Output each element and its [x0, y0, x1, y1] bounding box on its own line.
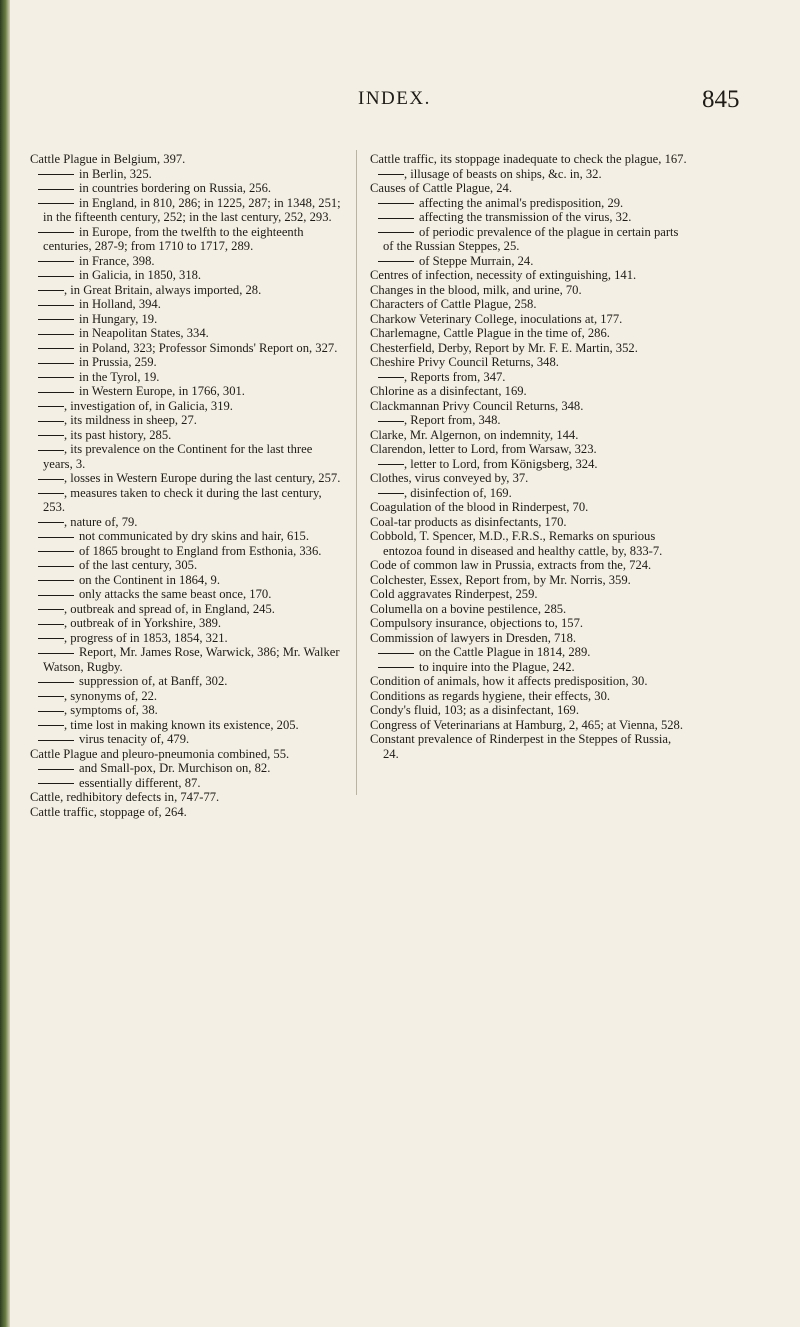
index-subentry	[30, 515, 342, 530]
entry-text: of periodic prevalence of the plague in certain parts of the Russian Steppes, 25.	[383, 224, 679, 253]
entry-text: in Prussia, 259.	[79, 355, 157, 369]
entry-text: and Small-pox, Dr. Murchison on, 82.	[79, 761, 271, 775]
index-entry	[370, 181, 688, 196]
index-entry	[370, 297, 688, 312]
entry-text: Condy's fluid, 103; as a disinfectant, 169.	[370, 703, 579, 717]
entry-text: , illusage of beasts on ships, &c. in, 32.	[404, 166, 602, 181]
entry-text: Cattle Plague and pleuro-pneumonia combined, 55.	[30, 746, 290, 761]
index-entry	[370, 268, 688, 283]
index-subentry	[370, 370, 688, 385]
index-column-right	[370, 152, 688, 761]
ditto-rule	[378, 421, 404, 422]
entry-text: in Galicia, in 1850, 318.	[79, 268, 202, 282]
index-entry	[370, 587, 688, 602]
entry-text: , losses in Western Europe during the last century, 257.	[64, 471, 341, 485]
index-subentry	[370, 486, 688, 501]
ditto-rule	[38, 290, 64, 291]
entry-text: suppression of, at Banff, 302.	[79, 674, 228, 688]
entry-text: Clackmannan Privy Council Returns, 348.	[370, 398, 584, 413]
index-subentry	[370, 660, 688, 675]
entry-text: , investigation of, in Galicia, 319.	[64, 398, 233, 413]
index-subentry	[30, 587, 342, 602]
page-number: 845	[702, 86, 740, 113]
entry-text: Commission of lawyers in Dresden, 718.	[370, 630, 577, 645]
entry-text: Cattle traffic, its stoppage inadequate to check the plague, 167.	[370, 152, 687, 166]
index-subentry	[30, 486, 342, 515]
ditto-rule	[38, 406, 64, 407]
index-entry	[370, 312, 688, 327]
index-subentry	[30, 355, 342, 370]
index-subentry	[30, 384, 342, 399]
ditto-rule	[38, 334, 74, 335]
running-title: INDEX.	[358, 88, 431, 109]
ditto-rule	[38, 189, 74, 190]
entry-text: in the Tyrol, 19.	[79, 369, 160, 384]
ditto-rule	[38, 261, 74, 262]
ditto-rule	[38, 537, 74, 538]
entry-text: Cattle Plague in Belgium, 397.	[30, 152, 186, 166]
ditto-rule	[38, 522, 64, 523]
index-column-left	[30, 152, 342, 819]
index-subentry	[30, 732, 342, 747]
index-subentry	[370, 210, 688, 225]
entry-text: only attacks the same beast once, 170.	[79, 587, 272, 601]
index-subentry	[30, 602, 342, 617]
entry-text: Coal-tar products as disinfectants, 170.	[370, 514, 567, 529]
ditto-rule	[38, 783, 74, 784]
entry-text: Compulsory insurance, objections to, 157.	[370, 616, 584, 630]
entry-text: , time lost in making known its existence, 205.	[64, 717, 299, 732]
ditto-rule	[38, 609, 64, 610]
entry-text: Centres of infection, necessity of extinguishing, 141.	[370, 268, 637, 282]
index-entry	[370, 283, 688, 298]
index-subentry	[370, 645, 688, 660]
ditto-rule	[38, 551, 74, 552]
ditto-rule	[378, 261, 414, 262]
index-subentry	[30, 283, 342, 298]
index-subentry	[30, 399, 342, 414]
entry-text: on the Continent in 1864, 9.	[79, 572, 220, 587]
entry-text: , its prevalence on the Continent for the last three years, 3.	[43, 442, 313, 471]
index-subentry	[30, 268, 342, 283]
entry-text: of Steppe Murrain, 24.	[419, 253, 534, 268]
entry-text: , nature of, 79.	[64, 514, 138, 529]
entry-text: Constant prevalence of Rinderpest in the Steppes of Russia, 24.	[370, 732, 672, 761]
index-entry	[30, 790, 342, 805]
entry-text: , Reports from, 347.	[404, 369, 506, 384]
entry-text: Clarke, Mr. Algernon, on indemnity, 144.	[370, 427, 579, 442]
entry-text: Cattle, redhibitory defects in, 747-77.	[30, 790, 220, 804]
entry-text: , outbreak and spread of, in England, 245.	[64, 601, 275, 616]
index-subentry	[30, 428, 342, 443]
index-entry	[30, 152, 342, 167]
entry-text: in Europe, from the twelfth to the eighteenth centuries, 287-9; from 1710 to 1717, 289.	[43, 224, 304, 253]
index-subentry	[30, 312, 342, 327]
index-entry	[370, 471, 688, 486]
ditto-rule	[38, 203, 74, 204]
entry-text: in Poland, 323; Professor Simonds' Report on, 327.	[79, 340, 338, 355]
index-subentry	[30, 573, 342, 588]
index-subentry	[370, 167, 688, 182]
entry-text: affecting the transmission of the virus, 32.	[419, 210, 632, 224]
entry-text: Clothes, virus conveyed by, 37.	[370, 471, 529, 485]
index-entry	[370, 558, 688, 573]
page-header	[0, 86, 800, 116]
entry-text: in Holland, 394.	[79, 297, 161, 311]
ditto-rule	[38, 595, 74, 596]
entry-text: Condition of animals, how it affects predisposition, 30.	[370, 674, 648, 688]
ditto-rule	[38, 493, 64, 494]
index-subentry	[30, 225, 342, 254]
index-entry	[370, 602, 688, 617]
index-entry	[370, 428, 688, 443]
entry-text: , letter to Lord, from Königsberg, 324.	[404, 456, 598, 471]
entry-text: , in Great Britain, always imported, 28.	[64, 282, 262, 297]
entry-text: not communicated by dry skins and hair, 615.	[79, 529, 309, 543]
index-subentry	[30, 776, 342, 791]
entry-text: Chlorine as a disinfectant, 169.	[370, 384, 527, 398]
ditto-rule	[378, 218, 414, 219]
ditto-rule	[38, 580, 74, 581]
index-subentry	[30, 297, 342, 312]
ditto-rule	[378, 493, 404, 494]
ditto-rule	[378, 174, 404, 175]
index-entry	[370, 341, 688, 356]
entry-text: , progress of in 1853, 1854, 321.	[64, 630, 228, 645]
entry-text: , symptoms of, 38.	[64, 703, 158, 717]
ditto-rule	[38, 769, 74, 770]
index-subentry	[30, 631, 342, 646]
ditto-rule	[378, 653, 414, 654]
entry-text: Columella on a bovine pestilence, 285.	[370, 601, 567, 616]
entry-text: Report, Mr. James Rose, Warwick, 386; Mr. Walker Watson, Rugby.	[43, 645, 340, 674]
index-entry	[370, 384, 688, 399]
entry-text: Colchester, Essex, Report from, by Mr. Norris, 359.	[370, 572, 631, 587]
index-subentry	[370, 225, 688, 254]
ditto-rule	[38, 479, 64, 480]
entry-text: on the Cattle Plague in 1814, 289.	[419, 645, 591, 659]
index-entry	[370, 529, 688, 558]
index-entry	[370, 515, 688, 530]
index-subentry	[30, 442, 342, 471]
entry-text: affecting the animal's predisposition, 29.	[419, 195, 624, 210]
entry-text: Congress of Veterinarians at Hamburg, 2, 465; at Vienna, 528.	[370, 717, 683, 732]
ditto-rule	[378, 464, 404, 465]
ditto-rule	[38, 421, 64, 422]
index-subentry	[30, 645, 342, 674]
index-subentry	[30, 181, 342, 196]
index-subentry	[370, 254, 688, 269]
index-subentry	[30, 167, 342, 182]
index-subentry	[30, 471, 342, 486]
entry-text: in countries bordering on Russia, 256.	[79, 181, 272, 195]
index-subentry	[30, 616, 342, 631]
entry-text: Cobbold, T. Spencer, M.D., F.R.S., Remarks on spurious entozoa found in diseased and healthy cattle, by, 833-7.	[370, 529, 663, 558]
entry-text: in Western Europe, in 1766, 301.	[79, 384, 245, 398]
ditto-rule	[38, 711, 64, 712]
ditto-rule	[38, 725, 64, 726]
entry-text: Cold aggravates Rinderpest, 259.	[370, 587, 538, 601]
entry-text: in Berlin, 325.	[79, 166, 152, 181]
entry-text: in Neapolitan States, 334.	[79, 326, 209, 340]
entry-text: Causes of Cattle Plague, 24.	[370, 181, 513, 195]
index-subentry	[30, 674, 342, 689]
index-subentry	[30, 529, 342, 544]
index-subentry	[30, 558, 342, 573]
index-subentry	[30, 196, 342, 225]
ditto-rule	[38, 638, 64, 639]
index-entry	[370, 616, 688, 631]
entry-text: Clarendon, letter to Lord, from Warsaw, 323.	[370, 442, 597, 456]
index-subentry	[30, 326, 342, 341]
entry-text: in England, in 810, 286; in 1225, 287; in 1348, 251; in the fifteenth century, 252; in the last century, 252, 293.	[43, 195, 341, 224]
index-entry	[370, 674, 688, 689]
index-entry	[370, 152, 688, 167]
entry-text: Characters of Cattle Plague, 258.	[370, 297, 537, 311]
ditto-rule	[38, 450, 64, 451]
index-subentry	[30, 703, 342, 718]
entry-text: Cheshire Privy Council Returns, 348.	[370, 355, 559, 369]
ditto-rule	[38, 682, 74, 683]
entry-text: , synonyms of, 22.	[64, 688, 158, 703]
index-entry	[370, 718, 688, 733]
entry-text: Coagulation of the blood in Rinderpest, 70.	[370, 500, 589, 514]
ditto-rule	[378, 232, 414, 233]
ditto-rule	[38, 435, 64, 436]
ditto-rule	[38, 319, 74, 320]
index-entry	[370, 442, 688, 457]
ditto-rule	[38, 392, 74, 393]
index-entry	[370, 732, 688, 761]
entry-text: , its past history, 285.	[64, 427, 172, 442]
ditto-rule	[378, 377, 404, 378]
index-entry	[370, 631, 688, 646]
entry-text: Charkow Veterinary College, inoculations at, 177.	[370, 311, 623, 326]
index-subentry	[370, 457, 688, 472]
entry-text: , its mildness in sheep, 27.	[64, 413, 197, 427]
ditto-rule	[38, 740, 74, 741]
page-edge-shadow	[0, 0, 10, 1327]
index-entry	[370, 326, 688, 341]
index-subentry	[30, 370, 342, 385]
index-subentry	[30, 254, 342, 269]
index-subentry	[30, 544, 342, 559]
index-subentry	[370, 196, 688, 211]
ditto-rule	[38, 305, 74, 306]
entry-text: , Report from, 348.	[404, 413, 501, 427]
ditto-rule	[378, 667, 414, 668]
entry-text: , outbreak of in Yorkshire, 389.	[64, 616, 222, 630]
ditto-rule	[38, 566, 74, 567]
index-entry	[30, 805, 342, 820]
ditto-rule	[38, 363, 74, 364]
ditto-rule	[38, 276, 74, 277]
index-entry	[370, 689, 688, 704]
entry-text: , measures taken to check it during the last century, 253.	[43, 485, 322, 514]
ditto-rule	[38, 232, 74, 233]
index-entry	[370, 703, 688, 718]
entry-text: to inquire into the Plague, 242.	[419, 659, 575, 674]
index-subentry	[30, 341, 342, 356]
entry-text: Cattle traffic, stoppage of, 264.	[30, 804, 187, 819]
index-subentry	[30, 413, 342, 428]
ditto-rule	[38, 174, 74, 175]
index-subentry	[30, 689, 342, 704]
ditto-rule	[38, 624, 64, 625]
column-divider	[356, 150, 357, 795]
ditto-rule	[38, 377, 74, 378]
index-entry	[370, 399, 688, 414]
ditto-rule	[378, 203, 414, 204]
ditto-rule	[38, 696, 64, 697]
entry-text: in France, 398.	[79, 253, 155, 268]
index-entry	[370, 355, 688, 370]
index-subentry	[30, 761, 342, 776]
index-entry	[370, 573, 688, 588]
entry-text: Changes in the blood, milk, and urine, 70.	[370, 282, 582, 297]
index-entry	[30, 747, 342, 762]
index-subentry	[30, 718, 342, 733]
entry-text: essentially different, 87.	[79, 775, 201, 790]
ditto-rule	[38, 348, 74, 349]
entry-text: of 1865 brought to England from Esthonia, 336.	[79, 543, 322, 558]
entry-text: in Hungary, 19.	[79, 311, 158, 326]
entry-text: virus tenacity of, 479.	[79, 732, 190, 746]
entry-text: Conditions as regards hygiene, their effects, 30.	[370, 688, 611, 703]
entry-text: Code of common law in Prussia, extracts from the, 724.	[370, 558, 652, 572]
entry-text: of the last century, 305.	[79, 558, 198, 572]
index-entry	[370, 500, 688, 515]
entry-text: Chesterfield, Derby, Report by Mr. F. E. Martin, 352.	[370, 340, 638, 355]
index-subentry	[370, 413, 688, 428]
entry-text: Charlemagne, Cattle Plague in the time of, 286.	[370, 326, 610, 340]
ditto-rule	[38, 653, 74, 654]
entry-text: , disinfection of, 169.	[404, 485, 512, 500]
